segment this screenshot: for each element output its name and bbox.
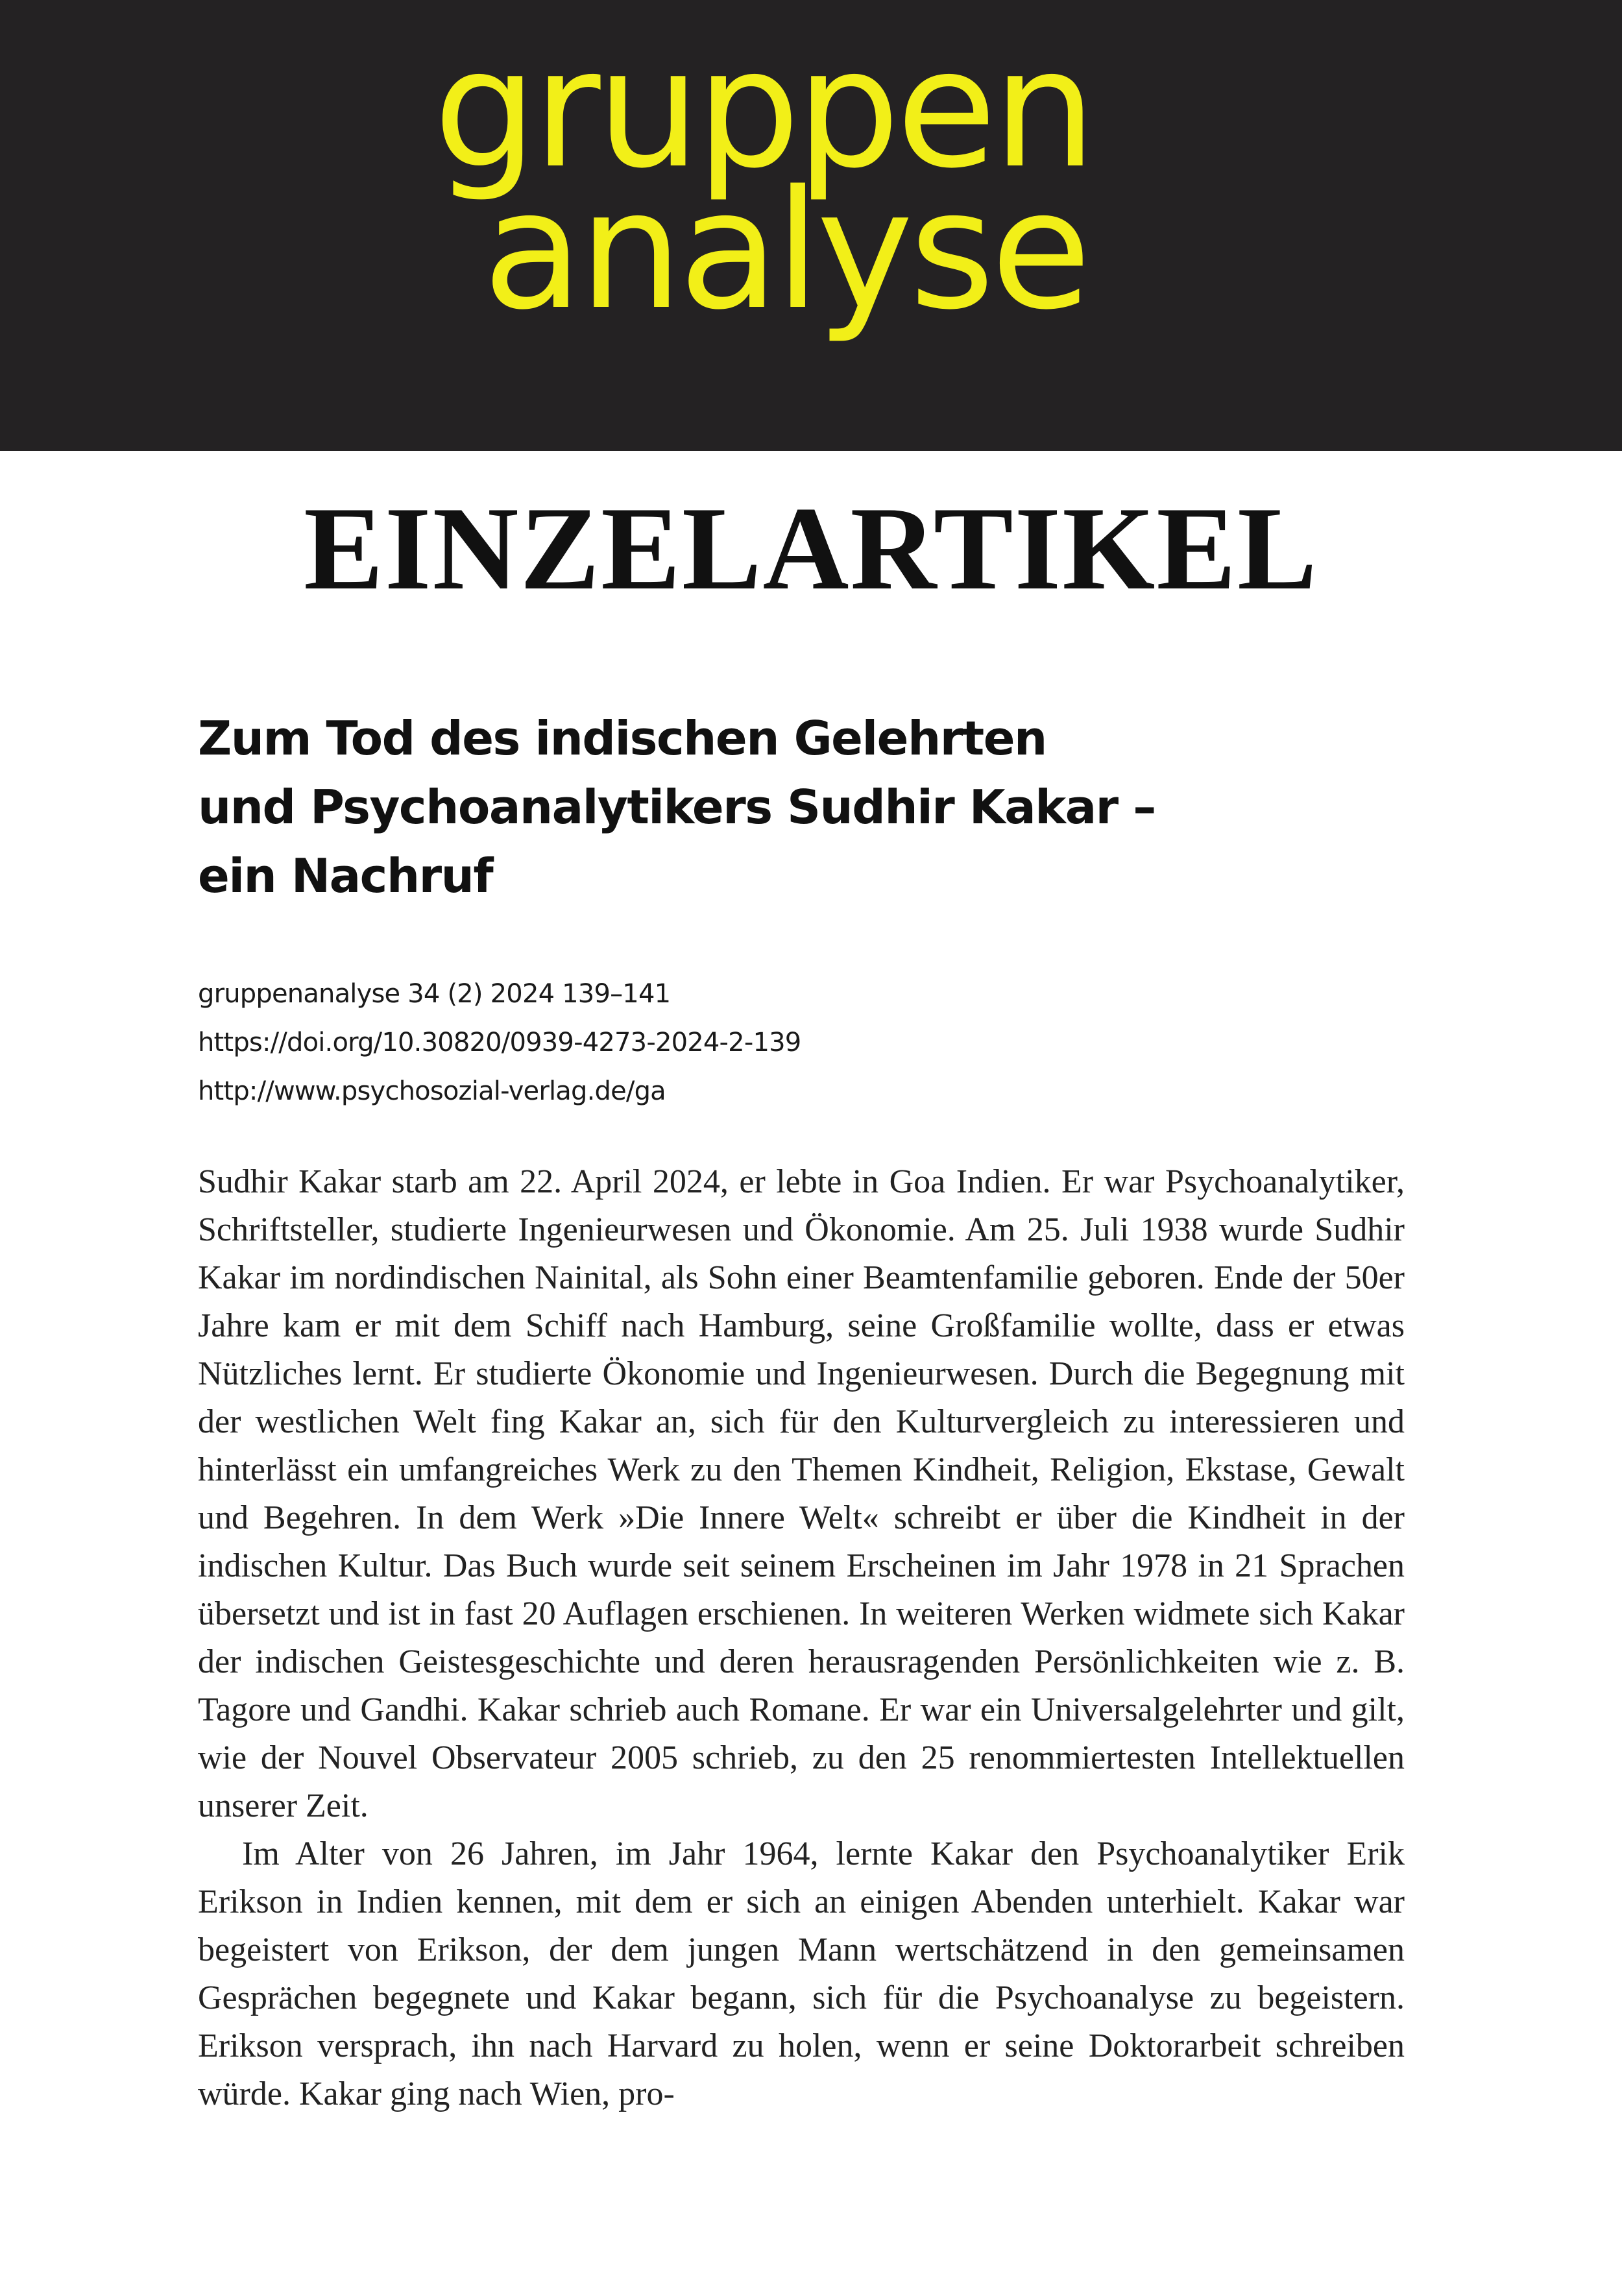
citation-line: gruppenanalyse 34 (2) 2024 139–141 <box>198 979 671 1009</box>
website-link[interactable]: http://www.psychosozial-verlag.de/ga <box>198 1076 666 1106</box>
article-title <box>198 704 1431 910</box>
logo-line-1: gruppen <box>433 14 1093 204</box>
article-body <box>198 1158 1405 2118</box>
article-title-line-1: Zum Tod des indischen Gelehrten <box>198 711 1047 766</box>
doi-link[interactable]: https://doi.org/10.30820/0939-4273-2024-2-139 <box>198 1028 801 1057</box>
article-title-line-3: ein Nachruf <box>198 849 493 903</box>
journal-masthead <box>0 0 1622 451</box>
citation-block <box>198 970 801 1116</box>
body-paragraph-1: Sudhir Kakar starb am 22. April 2024, er lebte in Goa Indien. Er war Psychoanalytiker, Schriftsteller, studierte Ingenieurwesen und Ökonomie. Am 25. Juli 1938 wurde Sudhir Kakar im nordindischen Nainital, als Sohn einer Beamtenfamilie geboren. Ende der 50er Jahre kam er mit dem Schiff nach Hamburg, seine Großfamilie wollte, dass er etwas Nützliches lernt. Er studierte Ökonomie und Ingenieurwesen. Durch die Begegnung mit der westlichen Welt fing Kakar an, sich für den Kulturvergleich zu interessieren und hinterlässt ein umfangreiches Werk zu den Themen Kindheit, Religion, Ekstase, Gewalt und Begehren. In dem Werk »Die Innere Welt« schreibt er über die Kindheit in der indischen Kultur. Das Buch wurde seit seinem Erscheinen im Jahr 1978 in 21 Sprachen übersetzt und ist in fast 20 Auflagen erschienen. In weiteren Werken widmete sich Kakar der indischen Geistesgeschichte und deren herausragenden Persönlichkeiten wie z. B. Tagore und Gandhi. Kakar schrieb auch Romane. Er war ein Universalgelehrter und gilt, wie der Nouvel Observateur 2005 schrieb, zu den 25 renommiertesten Intellektuellen unserer Zeit. <box>198 1163 1405 1824</box>
article-title-line-2: und Psychoanalytikers Sudhir Kakar – <box>198 780 1156 834</box>
article-type-heading: EINZELARTIKEL <box>304 482 1318 614</box>
logo-line-2: analyse <box>483 156 1088 346</box>
body-paragraph-2: Im Alter von 26 Jahren, im Jahr 1964, lernte Kakar den Psychoanalytiker Erik Erikson in Indien kennen, mit dem er sich an einigen Abenden unterhielt. Kakar war begeistert von Erikson, der dem jungen Mann wertschätzend in den gemeinsamen Gesprächen begegnete und Kakar begann, sich für die Psychoanalyse zu begeistern. Erikson versprach, ihn nach Harvard zu holen, wenn er seine Doktorarbeit schreiben würde. Kakar ging nach Wien, pro- <box>198 1835 1405 2112</box>
journal-logo <box>433 14 1093 346</box>
